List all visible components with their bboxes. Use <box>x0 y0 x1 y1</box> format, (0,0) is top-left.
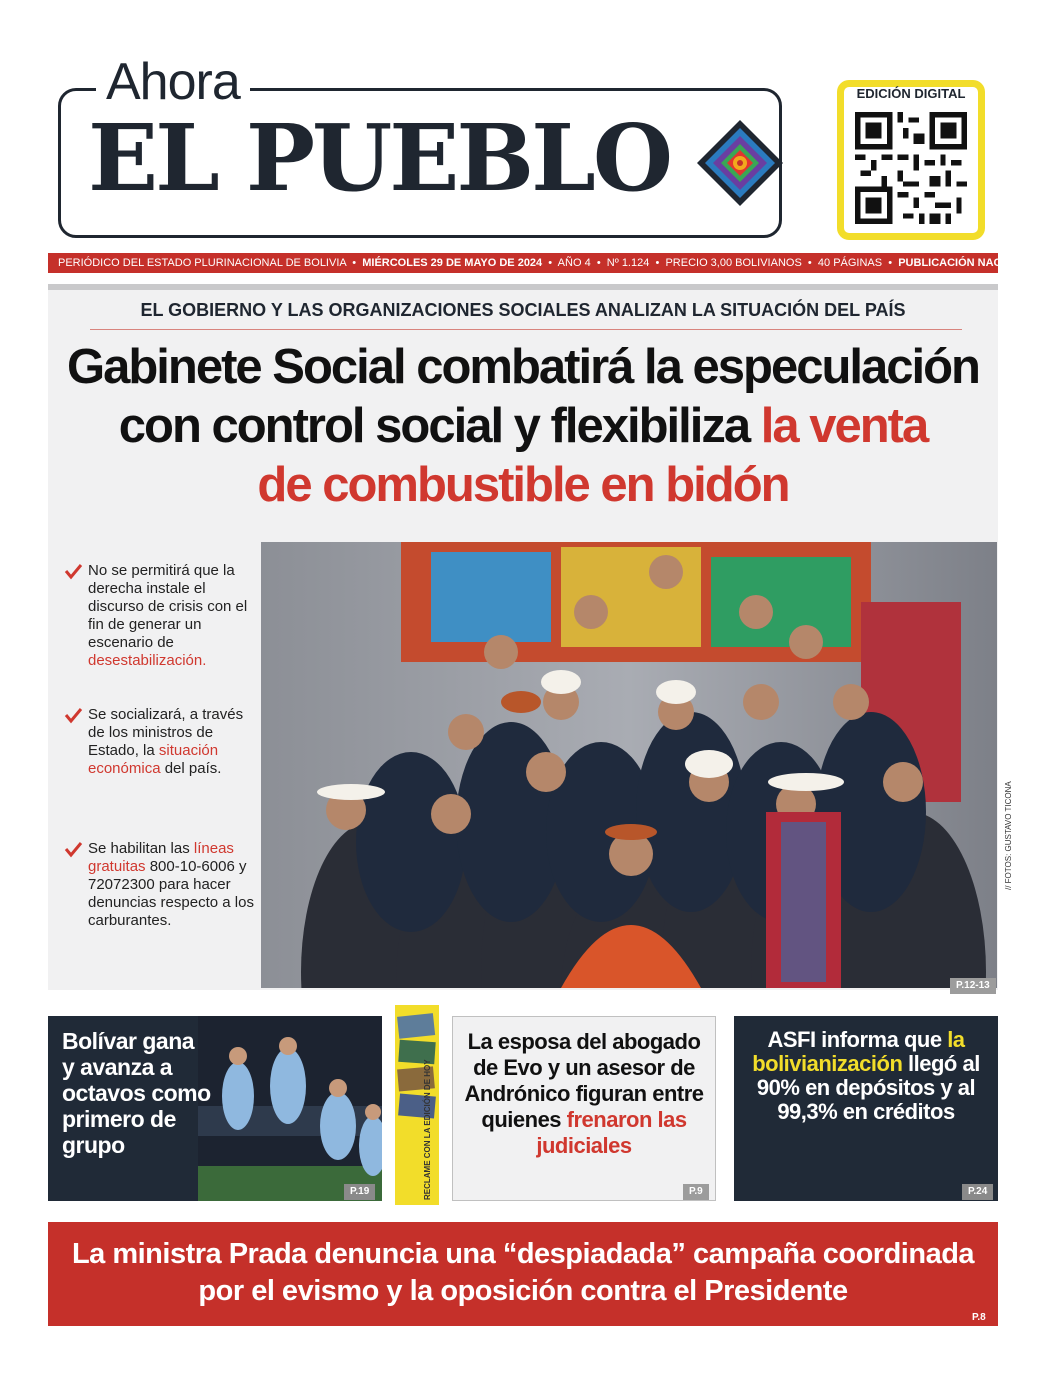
lead-bullet: Se socializará, a través de los ministros de Estado, la situación económica del país. <box>64 706 254 778</box>
checkmark-icon <box>64 840 84 858</box>
reclame-promo-strip[interactable] <box>395 1005 439 1205</box>
teaser-judicial-page: P.9 <box>683 1184 709 1200</box>
kicker-divider <box>90 329 962 330</box>
promo-stack-icon <box>395 1013 439 1123</box>
bottom-story-page: P.8 <box>972 1312 986 1323</box>
teaser-asfi[interactable] <box>734 1016 998 1201</box>
teaser-asfi-page: P.24 <box>962 1184 993 1200</box>
lead-kicker: EL GOBIERNO Y LAS ORGANIZACIONES SOCIALES ANALIZAN LA SITUACIÓN DEL PAÍS <box>140 300 906 320</box>
lead-headline[interactable]: Gabinete Social combatirá la especulación con control social y flexibiliza la venta de combustible en bidón <box>67 340 979 512</box>
lead-bullet: No se permitirá que la derecha instale el discurso de crisis con el fin de generar un escenario de desestabilización. <box>64 562 254 670</box>
teaser-sports-text: Bolívar gana y avanza a octavos como primero de grupo <box>62 1028 211 1158</box>
masthead-ahora: Ahora <box>96 52 250 112</box>
info-year: AÑO 4 <box>557 257 591 269</box>
qr-code-icon[interactable] <box>855 112 967 224</box>
teaser-judicial[interactable] <box>452 1016 716 1201</box>
info-price: PRECIO 3,00 BOLIVIANOS <box>665 257 802 269</box>
teaser-sports-page: P.19 <box>344 1184 375 1200</box>
photo-credit: // FOTOS: GUSTAVO TICONA <box>1004 781 1013 890</box>
lead-bullet: Se habilitan las líneas gratuitas 800-10-6006 y 72072300 para hacer denuncias respecto a los carburantes. <box>64 840 254 930</box>
checkmark-icon <box>64 562 84 580</box>
info-bar: PERIÓDICO DEL ESTADO PLURINACIONAL DE BOLIVIA • MIÉRCOLES 29 DE MAYO DE 2024 • AÑO 4 • Nº 1.124 • PRECIO 3,00 BOLIVIANOS • 40 PÁGINAS • PUBLICACIÓN NACIONAL <box>48 253 998 273</box>
info-scope: PUBLICACIÓN NACIONAL <box>898 257 1036 269</box>
lead-photo[interactable] <box>261 542 997 988</box>
checkmark-icon <box>64 706 84 724</box>
info-publisher: PERIÓDICO DEL ESTADO PLURINACIONAL DE BOLIVIA <box>58 257 347 269</box>
bottom-story-banner[interactable] <box>48 1222 998 1326</box>
bottom-story-text: La ministra Prada denuncia una “despiadada” campaña coordinada por el evismo y la oposición contra el Presidente <box>71 1238 975 1307</box>
masthead-title: EL PUEBLO <box>88 104 670 212</box>
teaser-judicial-text: La esposa del abogado de Evo y un asesor de Andrónico figuran entre quienes frenaron las judiciales <box>464 1029 704 1158</box>
lead-page-ref: P.12-13 <box>950 978 996 994</box>
reclame-text: RECLAME CON LA EDICIÓN DE HOY <box>423 1059 432 1200</box>
sports-photo <box>198 1016 382 1201</box>
info-issue: Nº 1.124 <box>606 257 650 269</box>
teaser-asfi-text: ASFI informa que la bolivianización llegó al 90% en depósitos y al 99,3% en créditos <box>752 1027 980 1124</box>
teaser-sports[interactable] <box>48 1016 382 1201</box>
info-date: MIÉRCOLES 29 DE MAYO DE 2024 <box>362 257 543 269</box>
digital-edition-label: EDICIÓN DIGITAL <box>856 86 966 101</box>
info-pages: 40 PÁGINAS <box>817 257 883 269</box>
andean-diamond-logo-icon <box>695 118 785 208</box>
